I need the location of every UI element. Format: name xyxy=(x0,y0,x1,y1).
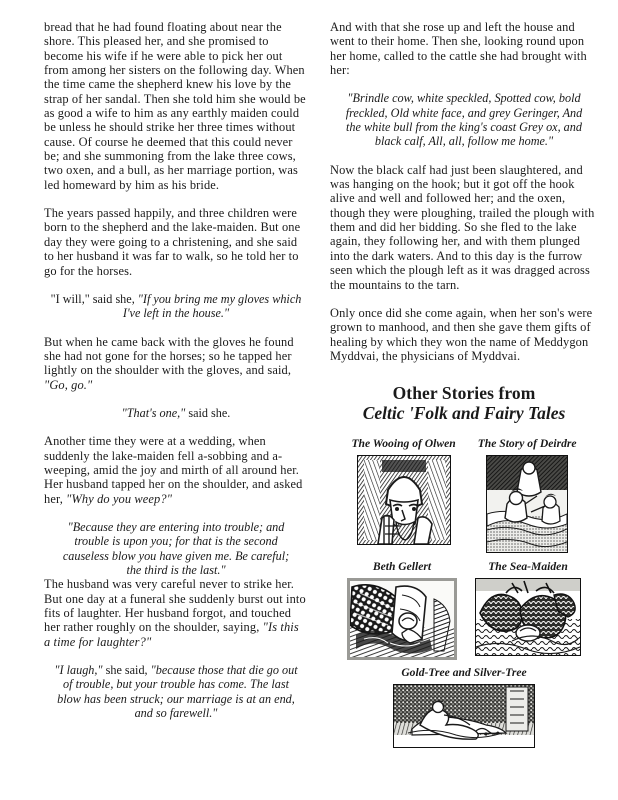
quote-prefix: "I will," said she, xyxy=(50,291,138,306)
paragraph-r1: And with that she rose up and left the house and went to their home. Then she, looking round upon her home, called to the cattle she had brought with her: xyxy=(330,20,587,78)
quote-thats-one xyxy=(50,406,302,420)
paragraph-p3 xyxy=(44,335,308,392)
gallery-heading-line2: Celtic 'Folk and Fairy Tales xyxy=(362,403,566,424)
paragraph-italic: "Why do you weep?" xyxy=(66,491,173,506)
gallery-row-3 xyxy=(330,666,598,748)
gallery-row-1 xyxy=(330,437,598,553)
thumbnail-caption: The Story of Deirdre xyxy=(477,437,577,451)
gallery-heading xyxy=(330,383,598,424)
quote-italic: "If you bring me my gloves which I've left in the house." xyxy=(122,291,302,321)
quote-middle: she said, xyxy=(102,663,151,678)
quote-italic: "because those that die go out of trouble, but your trouble has come. The last blow has been struck; our marriage is at an end, and so farewell." xyxy=(57,663,298,721)
paragraph-prefix: But when he came back with the gloves he found she had not gone for the horses; so he tapped her lightly on the shoulder with the gloves, and said, xyxy=(44,334,294,378)
paragraph-p5 xyxy=(44,477,308,506)
thumbnail-caption: Gold-Tree and Silver-Tree xyxy=(401,666,527,680)
paragraph-r3: Now the black calf had just been slaughtered, and was hanging on the hook; but it got off the hook alive and well and followed her; and the oxen, though they were ploughing, trailed the plough with them and did her bidding. So she fled to the lake again, they following her, and with them plunged into the dark waters. And to this day is the furrow seen which the plough left as it was dragged across the mountains to the tarn. xyxy=(330,162,595,292)
paragraph-p1: bread that he had found floating about near the shore. This pleased her, and she promised to become his wife if he were able to pick her out from among her sisters on the following day. When the time came the shepherd knew his love by the strap of her sandal. Then she told him she would be as good a wife to him as any earthly maiden could be unless he should strike her three times without cause. Of course he deemed that this could never be; and she summoning from the lake three cows, two oxen, and a bull, as her marriage portion, was led homeward by him as his bride. xyxy=(44,20,306,192)
quote-italic-first: "I laugh," xyxy=(54,663,103,678)
woodcut-cradle-and-hound-illustration[interactable] xyxy=(347,578,457,660)
quote-italic-first: "That's one," xyxy=(121,405,186,420)
thumbnail-card-sea-maiden[interactable] xyxy=(475,560,581,656)
left-text-column xyxy=(44,20,308,720)
quote-suffix: said she. xyxy=(185,405,231,420)
paragraph-prefix: Her husband tapped her on the shoulder, and asked her, xyxy=(44,477,303,506)
thumbnail-card-olwen[interactable] xyxy=(351,437,455,545)
story-thumbnail-gallery xyxy=(330,437,598,748)
thumbnail-caption: The Sea-Maiden xyxy=(488,560,568,574)
woodcut-sea-serpent-illustration[interactable] xyxy=(475,578,581,656)
quote-i-will xyxy=(50,292,302,321)
paragraph-p2: The years passed happily, and three children were born to the shepherd and the lake-maiden. But one day they were going to a christening, and she said to her husband it was far to walk, so he told her to go for the horses. xyxy=(44,206,301,278)
two-column-layout xyxy=(44,20,595,748)
thumbnail-card-gold-tree[interactable] xyxy=(393,666,535,748)
quote-because-they: "Because they are entering into trouble; and trouble is upon you; for that is the second causeless blow you have given me. Be careful; the third is the last." xyxy=(62,519,290,577)
thumbnail-caption: Beth Gellert xyxy=(372,560,432,574)
thumbnail-caption: The Wooing of Olwen xyxy=(351,437,456,451)
paragraph-r4: Only once did she come again, when her son's were grown to manhood, and then she gave them gifts of healing by which they won the name of Meddygon Myddvai, the physicians of Myddvai. xyxy=(330,305,593,363)
paragraph-prefix: The husband was very careful never to strike her. But one day at a funeral she suddenly burst out into fits of laughter. Her husband forgot, and touched her rather roughly on the shoulder, saying, xyxy=(44,577,306,635)
paragraph-p6 xyxy=(44,577,308,649)
quote-i-laugh xyxy=(50,663,302,720)
paragraph-italic: "Go, go." xyxy=(44,377,93,392)
paragraph-p4: Another time they were at a wedding, when suddenly the lake-maiden fell a-sobbing and a-weeping, amid the joy and mirth of all around her. xyxy=(44,434,299,477)
right-text-column xyxy=(330,20,598,748)
woodcut-old-man-illustration[interactable] xyxy=(357,455,451,545)
thumbnail-card-deirdre[interactable] xyxy=(478,437,577,553)
gallery-heading-line1: Other Stories from xyxy=(392,383,536,404)
cattle-verse: "Brindle cow, white speckled, Spotted cow, bold freckled, Old white face, and grey Geringer, And the white bull from the king's coast Grey ox, and black calf, All, all, follow me home." xyxy=(345,91,583,149)
woodcut-figures-in-water-illustration[interactable] xyxy=(486,455,568,553)
woodcut-reclining-figure-illustration[interactable] xyxy=(393,684,535,748)
paragraph-italic: "Is this a time for laughter?" xyxy=(44,620,299,649)
thumbnail-card-beth-gellert[interactable] xyxy=(347,560,457,660)
gallery-row-2 xyxy=(330,560,598,660)
